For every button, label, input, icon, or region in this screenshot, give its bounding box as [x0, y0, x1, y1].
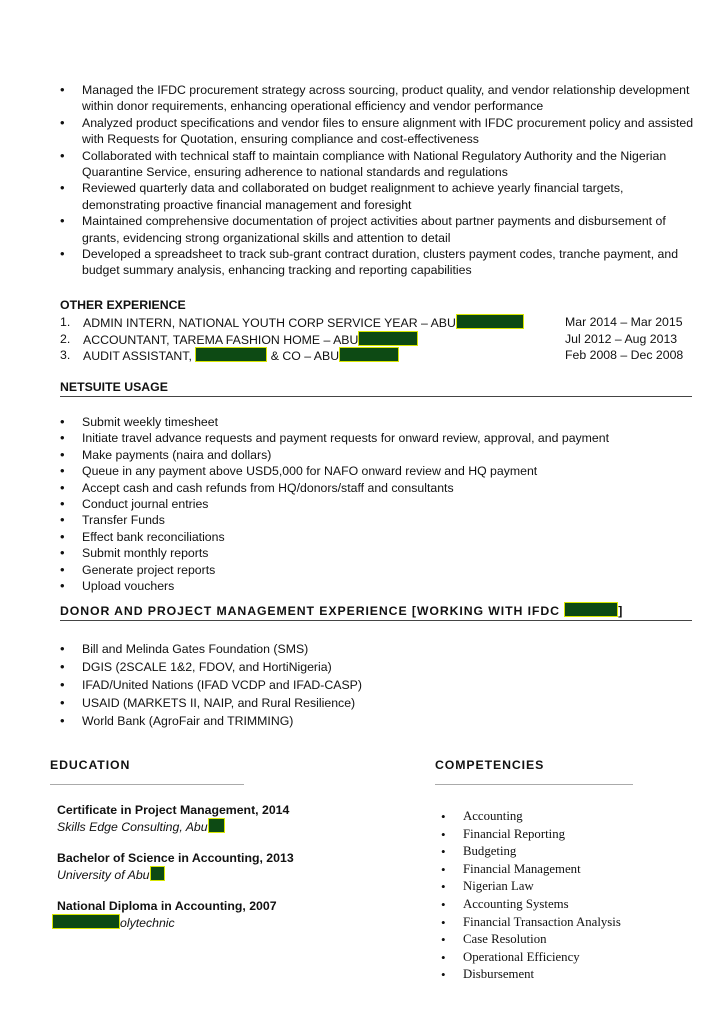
redaction-block: [456, 314, 524, 329]
institution-text: olytechnic: [120, 916, 175, 931]
institution: [57, 866, 377, 883]
degree-title: National Diploma in Accounting, 2007: [57, 898, 277, 913]
education-entry: [57, 898, 377, 932]
netsuite-item: • Queue in any payment above USD5,000 for NAFO onward review and HQ payment: [60, 463, 700, 479]
experience-bullet-list: [60, 82, 700, 279]
competency-item: • Nigerian Law: [441, 878, 711, 896]
role-text: ACCOUNTANT, TAREMA FASHION HOME – ABU: [83, 332, 359, 347]
role-text-continued: & CO – ABU: [270, 349, 340, 363]
item-role: [83, 347, 399, 364]
institution-text: Skills Edge Consulting, Abu: [57, 820, 208, 835]
institution-text: University of Abu: [57, 868, 150, 883]
competency-item: • Disbursement: [441, 966, 711, 984]
competency-item: • Accounting: [441, 808, 711, 826]
redaction-block: [358, 331, 418, 346]
donor-list: [60, 640, 700, 730]
item-role: [83, 314, 524, 331]
netsuite-item: • Generate project reports: [60, 562, 700, 578]
donor-item: • Bill and Melinda Gates Foundation (SMS): [60, 640, 700, 658]
item-number: 1.: [60, 315, 71, 329]
competencies-list: [441, 808, 711, 984]
donor-heading-text: DONOR AND PROJECT MANAGEMENT EXPERIENCE [WORKING WITH IFDC: [60, 604, 560, 618]
other-experience-heading: OTHER EXPERIENCE: [60, 298, 186, 312]
donor-item: • USAID (MARKETS II, NAIP, and Rural Resilience): [60, 694, 700, 712]
netsuite-item: • Submit weekly timesheet: [60, 414, 700, 430]
redaction-block: [339, 347, 399, 362]
competency-item: • Operational Efficiency: [441, 949, 711, 967]
redaction-block: [195, 347, 267, 362]
redaction-block: [150, 866, 165, 881]
degree-title: Certificate in Project Management, 2014: [57, 803, 290, 817]
degree-title: Bachelor of Science in Accounting, 2013: [57, 850, 294, 865]
netsuite-item: • Initiate travel advance requests and payment requests for onward review, approval, and payment: [60, 430, 700, 446]
competency-item: • Financial Management: [441, 861, 711, 879]
competency-item: • Financial Transaction Analysis: [441, 914, 711, 932]
netsuite-item: • Conduct journal entries: [60, 496, 700, 512]
item-dates: Mar 2014 – Mar 2015: [565, 315, 683, 329]
netsuite-item: • Make payments (naira and dollars): [60, 447, 700, 463]
experience-bullet: • Developed a spreadsheet to track sub-grant contract duration, clusters payment codes, tranche payment, and budget summary analysis, enhancing tracking and reporting capabilities: [60, 246, 700, 279]
netsuite-heading: NETSUITE USAGE: [60, 380, 168, 394]
netsuite-item: • Upload vouchers: [60, 578, 700, 594]
redaction-block: [564, 602, 618, 617]
experience-bullet: • Analyzed product specifications and vendor files to ensure alignment with IFDC procurement policy and assisted with Requests for Quotation, ensuring compliance and cost-effectiveness: [60, 115, 700, 148]
netsuite-item: • Submit monthly reports: [60, 545, 700, 561]
education-entry: [57, 802, 377, 836]
institution: [57, 818, 377, 835]
section-divider: [60, 620, 692, 621]
experience-bullet: • Managed the IFDC procurement strategy across sourcing, product quality, and vendor relationship development within donor requirements, enhancing operational efficiency and vendor performance: [60, 82, 700, 115]
experience-bullet: • Collaborated with technical staff to maintain compliance with National Regulatory Authority and the Nigerian Quarantine Service, ensuring adherence to national standards and regulations: [60, 148, 700, 181]
netsuite-item: • Effect bank reconciliations: [60, 529, 700, 545]
role-text: AUDIT ASSISTANT,: [83, 349, 192, 363]
redaction-block: [52, 914, 120, 929]
donor-heading: [60, 602, 623, 619]
donor-item: • IFAD/United Nations (IFAD VCDP and IFAD-CASP): [60, 676, 700, 694]
netsuite-list: [60, 414, 700, 594]
item-role: [83, 331, 418, 348]
competency-item: • Accounting Systems: [441, 896, 711, 914]
institution: [52, 914, 377, 931]
education-heading: EDUCATION: [50, 758, 131, 772]
section-divider: [50, 784, 244, 785]
other-experience-item: [60, 331, 700, 348]
role-text: ADMIN INTERN, NATIONAL YOUTH CORP SERVICE YEAR – ABU: [83, 316, 456, 330]
item-dates: Feb 2008 – Dec 2008: [565, 348, 684, 362]
education-list: [57, 802, 377, 945]
section-divider: [435, 784, 633, 785]
item-number: 2.: [60, 331, 71, 346]
competency-item: • Case Resolution: [441, 931, 711, 949]
section-divider: [60, 396, 692, 397]
experience-bullet: • Maintained comprehensive documentation of project activities about partner payments and disbursement of grants, evidencing strong organizational skills and attention to detail: [60, 213, 700, 246]
item-dates: Jul 2012 – Aug 2013: [565, 331, 678, 346]
other-experience-item: [60, 347, 700, 364]
redaction-block: [208, 818, 225, 833]
donor-heading-end: ]: [618, 604, 624, 618]
other-experience-list: [60, 314, 700, 364]
netsuite-item: • Accept cash and cash refunds from HQ/donors/staff and consultants: [60, 480, 700, 496]
other-experience-item: [60, 314, 700, 331]
donor-item: • DGIS (2SCALE 1&2, FDOV, and HortiNigeria): [60, 658, 700, 676]
competencies-heading: COMPETENCIES: [435, 758, 545, 772]
experience-bullet: • Reviewed quarterly data and collaborated on budget realignment to achieve yearly financial targets, demonstrating proactive financial management and foresight: [60, 180, 700, 213]
competency-item: • Financial Reporting: [441, 826, 711, 844]
item-number: 3.: [60, 348, 71, 362]
education-entry: [57, 850, 377, 884]
netsuite-item: • Transfer Funds: [60, 512, 700, 528]
donor-item: • World Bank (AgroFair and TRIMMING): [60, 712, 700, 730]
competency-item: • Budgeting: [441, 843, 711, 861]
